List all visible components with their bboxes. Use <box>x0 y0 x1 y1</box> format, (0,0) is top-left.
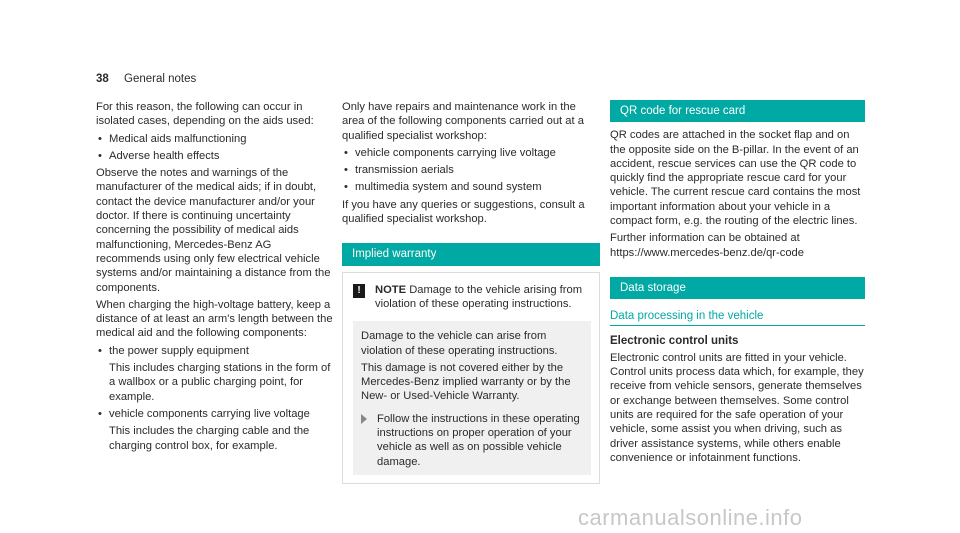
qr-text: QR codes are attached in the socket flap and on the opposite side on the B-pillar. In the event of an accident, rescue services can use the QR code to quickly find the appropriate rescue card for your vehicle. The current rescue card contains the most important information about your vehicle in a compact form, e.g. the routing of the electric lines. <box>610 129 861 228</box>
section-title: General notes <box>124 73 197 85</box>
repairs-text: Only have repairs and maintenance work in the area of the following components carried out at a qualified specialist workshop: <box>342 101 584 142</box>
page-number: 38 <box>96 73 109 85</box>
intro-text: For this reason, the following can occur in isolated cases, depending on the aids used: <box>96 101 314 128</box>
list-item: • Medical aids malfunctioning <box>98 132 247 145</box>
arrow-right-icon <box>361 414 367 424</box>
component-list <box>96 344 334 453</box>
repair-list <box>342 146 600 195</box>
warning-icon: ! <box>353 284 365 298</box>
list-item: • the power supply equipment This includes charging stations in the form of a wallbox or a public charging point, for example. <box>96 344 334 404</box>
list-item: • multimedia system and sound system <box>344 181 542 194</box>
list-item-detail: This includes charging stations in the form of a wallbox or a public charging point, for example. <box>109 362 331 403</box>
ecu-heading: Electronic control units <box>610 334 739 347</box>
list-item: • vehicle components carrying live voltage This includes the charging cable and the charging control box, for example. <box>96 407 334 453</box>
note-action-text: Follow the instructions in these operating instructions on proper operation of your vehicle as well as on possible vehicle damage. <box>377 412 580 468</box>
note-label: NOTE <box>375 283 407 296</box>
bullet-icon: • <box>98 344 102 357</box>
list-item: • Adverse health effects <box>98 149 220 162</box>
queries-text: If you have any queries or suggestions, consult a qualified specialist workshop. <box>342 198 585 226</box>
list-item-detail: This includes the charging cable and the charging control box, for example. <box>109 425 310 452</box>
note-box <box>342 272 600 484</box>
note-title: NOTE Damage to the vehicle arising from violation of these operating instructions. <box>375 283 583 310</box>
note-paragraph: Damage to the vehicle can arise from violation of these operating instructions. <box>361 330 558 357</box>
observe-text: Observe the notes and warnings of the manufacturer of the medical aids; if in doubt, contact the device manufacturer and/or your doctor. If there is continuing uncertainty concerning the possibility of medical aids malfunctioning, Mercedes-Benz AG recommends using only few electrical vehicle systems and/or maintaining a distance from the components. <box>96 167 331 294</box>
list-item: • transmission aerials <box>344 164 454 177</box>
bullet-icon: • <box>98 132 102 145</box>
qr-link-text: Further information can be obtained at https://www.mercedes-benz.de/qr-code <box>610 232 805 259</box>
page-header <box>96 73 196 85</box>
column-1 <box>96 100 334 456</box>
bullet-icon: • <box>344 146 348 159</box>
note-action <box>361 412 583 469</box>
note-header <box>353 283 587 312</box>
ecu-text: Electronic control units are fitted in your vehicle. Control units process data which, for example, they receive from vehicle sensors, generate themselves or exchange between themselves. Some control units are required for the safe operation of your vehicle, some assist you when driving, such as driver assistance systems, while others enable convenience or infotainment functions. <box>610 351 864 464</box>
bullet-icon: • <box>98 407 102 420</box>
note-paragraph: This damage is not covered either by the Mercedes-Benz implied warranty or by the New- or Used-Vehicle Warranty. <box>361 361 571 403</box>
qr-heading: QR code for rescue card <box>610 100 865 122</box>
storage-heading: Data storage <box>610 277 865 299</box>
note-body <box>353 321 591 475</box>
charging-text: When charging the high-voltage battery, keep a distance of at least an arm's length between the medical aid and the following components: <box>96 298 333 340</box>
bullet-icon: • <box>344 164 348 177</box>
bullet-icon: • <box>344 181 348 194</box>
warranty-heading: Implied warranty <box>342 243 600 265</box>
aid-list <box>96 132 334 164</box>
watermark: carmanualsonline.info <box>578 505 803 530</box>
column-3 <box>610 100 865 468</box>
column-2 <box>342 100 600 484</box>
list-item: • vehicle components carrying live voltage <box>344 146 556 159</box>
bullet-icon: • <box>98 149 102 162</box>
processing-heading: Data processing in the vehicle <box>610 309 865 325</box>
